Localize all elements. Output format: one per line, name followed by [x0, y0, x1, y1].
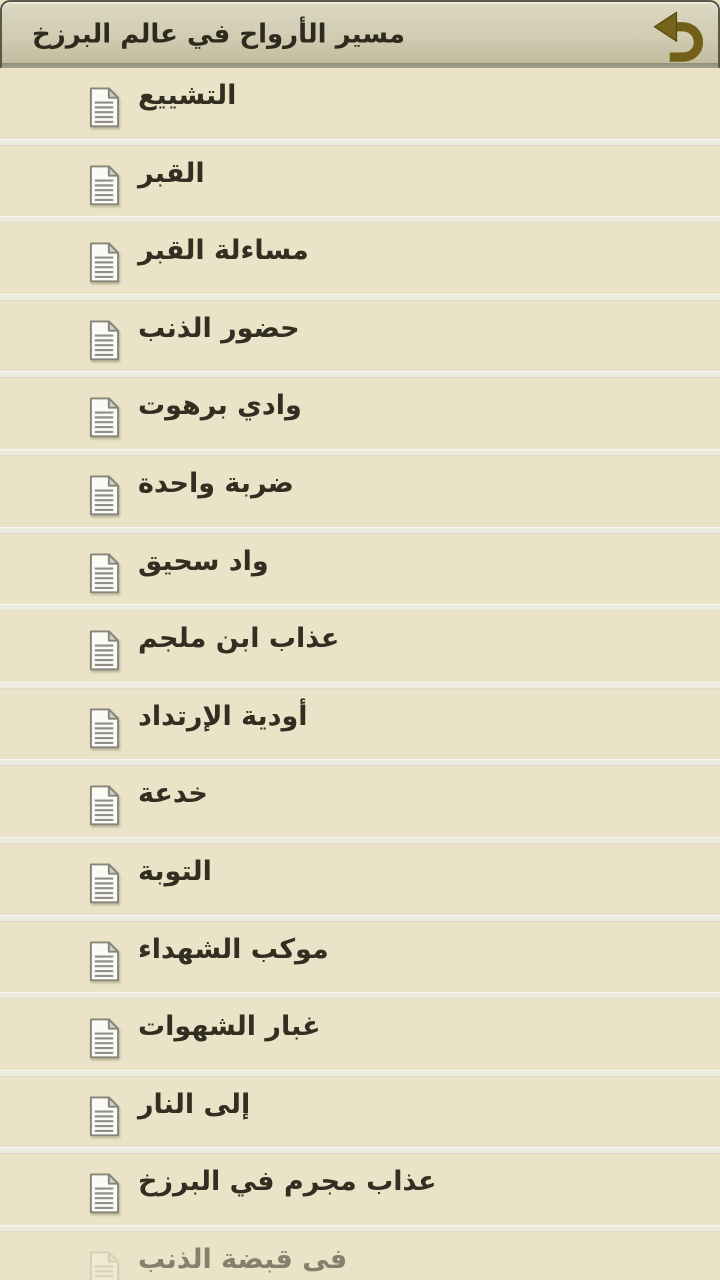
document-icon: [88, 87, 121, 127]
chapter-list: [0, 68, 720, 1280]
list-item-label: حضور الذنب: [138, 312, 300, 344]
document-icon: [88, 1018, 121, 1058]
list-item[interactable]: [0, 534, 720, 612]
list-item-label: خدعة: [138, 778, 208, 810]
list-item[interactable]: [0, 922, 720, 1000]
list-item[interactable]: [0, 844, 720, 922]
list-item[interactable]: [0, 301, 720, 379]
document-icon: [88, 1173, 121, 1213]
back-arrow-icon: [652, 9, 706, 63]
document-icon: [88, 397, 121, 437]
document-icon: [88, 785, 121, 825]
document-icon: [88, 242, 121, 282]
list-item-label: وادي برهوت: [138, 390, 302, 422]
document-icon: [88, 475, 121, 515]
list-item-label: إلى النار: [138, 1088, 251, 1120]
list-item-label: فى قبضة الذنب: [138, 1243, 348, 1275]
page-title: مسير الأرواح في عالم البرزخ: [32, 19, 405, 50]
list-item[interactable]: [0, 611, 720, 689]
list-item-label: التشييع: [138, 80, 237, 111]
list-item[interactable]: [0, 1154, 720, 1232]
list-item-label: موكب الشهداء: [138, 933, 329, 965]
document-icon: [88, 553, 121, 593]
document-icon: [88, 708, 121, 748]
list-item[interactable]: [0, 378, 720, 456]
list-item[interactable]: [0, 68, 720, 146]
list-item-label: عذاب ابن ملجم: [138, 623, 340, 655]
document-icon: [88, 1096, 121, 1136]
list-item[interactable]: [0, 766, 720, 844]
list-item-label: مساءلة القبر: [138, 235, 309, 267]
list-item[interactable]: [0, 999, 720, 1077]
list-item[interactable]: [0, 223, 720, 301]
back-button[interactable]: [652, 9, 706, 63]
list-item-label: القبر: [138, 157, 205, 189]
header-bar: [0, 0, 720, 68]
list-item-label: أودية الإرتداد: [138, 700, 308, 732]
list-item-label: غبار الشهوات: [138, 1011, 321, 1043]
list-item-label: عذاب مجرم في البرزخ: [138, 1166, 437, 1198]
document-icon: [88, 863, 121, 903]
list-item-label: ضربة واحدة: [138, 467, 294, 499]
document-icon: [88, 941, 121, 981]
list-item[interactable]: [0, 1232, 720, 1280]
document-icon: [88, 630, 121, 670]
list-item[interactable]: [0, 456, 720, 534]
document-icon: [88, 320, 121, 360]
list-item[interactable]: [0, 146, 720, 224]
list-item-label: واد سحيق: [138, 545, 269, 577]
document-icon: [88, 165, 121, 205]
list-item[interactable]: [0, 689, 720, 767]
list-item-label: التوبة: [138, 855, 212, 887]
document-icon: [88, 1251, 121, 1280]
list-item[interactable]: [0, 1077, 720, 1155]
